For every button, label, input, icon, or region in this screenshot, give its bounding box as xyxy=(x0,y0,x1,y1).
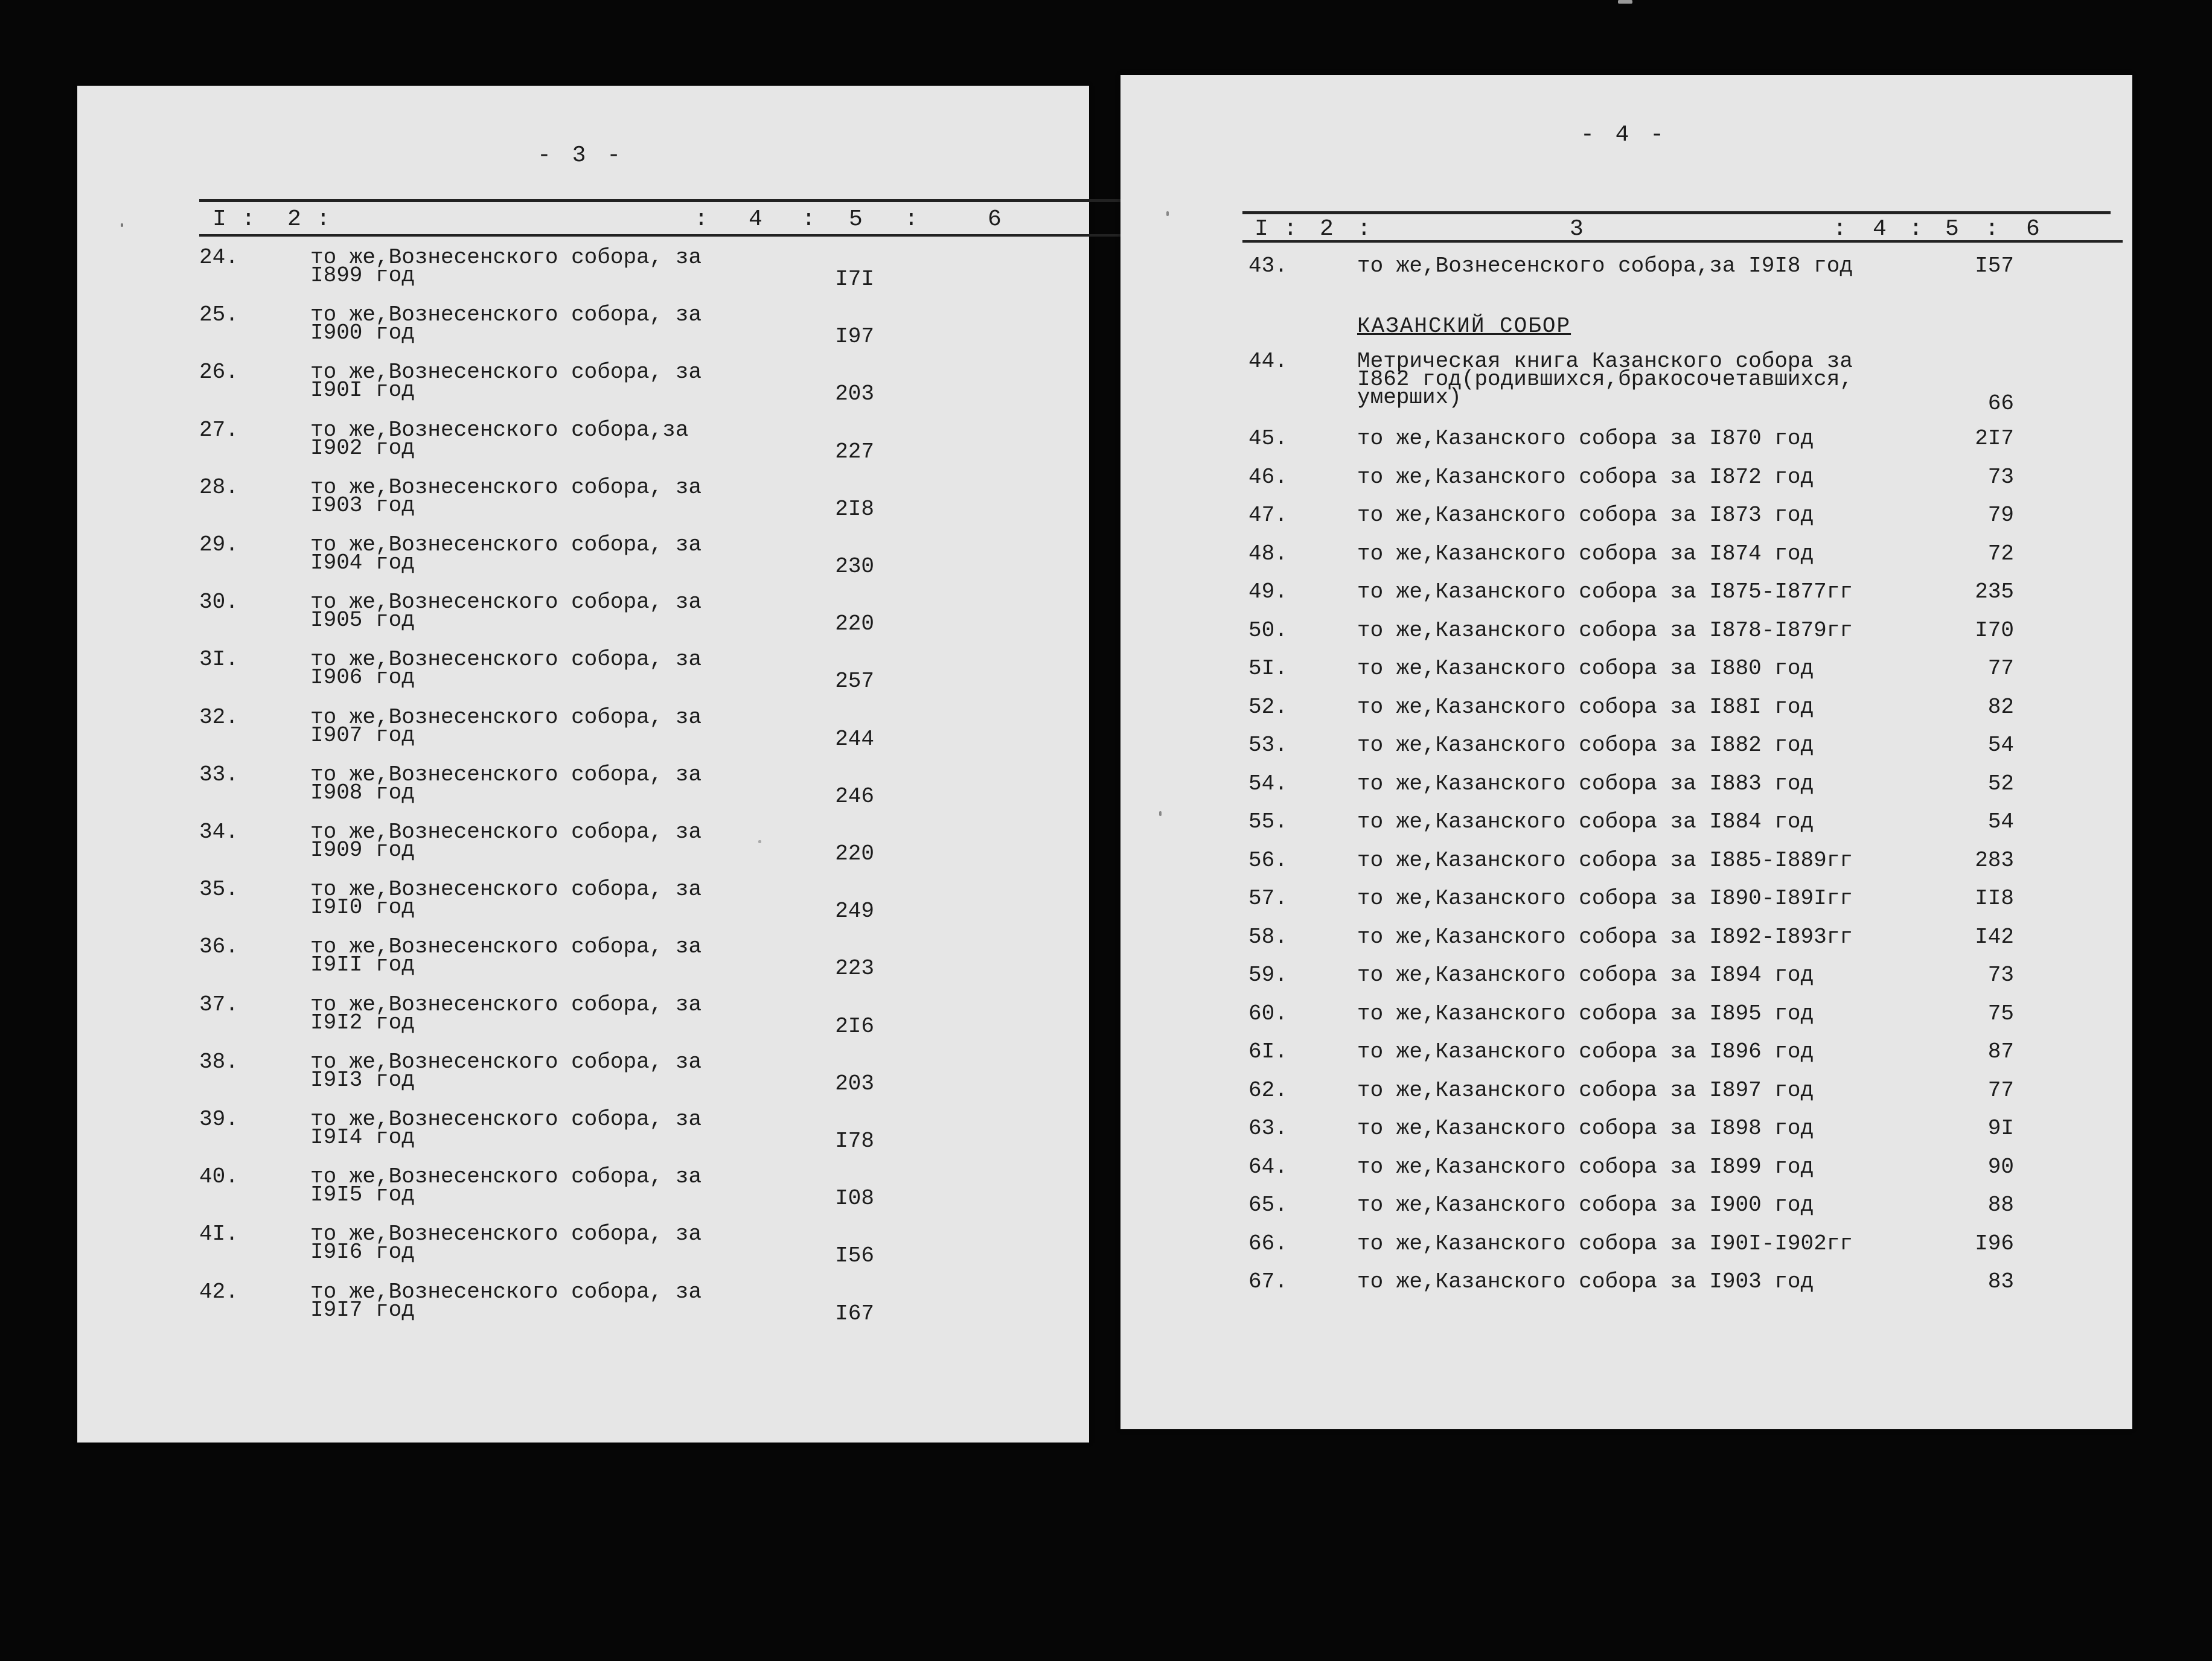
film-mark xyxy=(1618,0,1632,4)
entry-number: 54. xyxy=(1248,771,1288,796)
entry-description-line: I9I0 год xyxy=(310,895,415,920)
entry-description-line: I9I7 год xyxy=(310,1298,415,1322)
entry-description-line: Метрическая книга Казанского собора за xyxy=(1357,349,1853,374)
entry-number: 42. xyxy=(199,1280,238,1304)
entry-number: 49. xyxy=(1248,579,1288,604)
entry-description-line: I909 год xyxy=(310,838,415,862)
entry-description-line: I9II год xyxy=(310,952,415,977)
entry-description: то же,Казанского собора за I890-I89Iгг xyxy=(1357,886,1853,911)
entry-description-line: то же,Вознесенского собора, за xyxy=(310,1222,702,1246)
col-5-label: 5 xyxy=(1945,216,1959,242)
col-2-label: 2 xyxy=(1320,216,1334,242)
entry-number: 60. xyxy=(1248,1001,1288,1026)
entry-amount: I08 xyxy=(835,1186,874,1211)
entry-description-line: то же,Вознесенского собора, за xyxy=(310,360,702,384)
entry-description: то же,Вознесенского собора,за I9I8 год xyxy=(1357,253,1853,278)
entry-description-line: то же,Вознесенского собора, за xyxy=(310,647,702,672)
col-sep: : xyxy=(694,206,708,232)
entry-number: 34. xyxy=(199,820,238,844)
entry-description-line: I9I3 год xyxy=(310,1068,415,1092)
col-6-label: 6 xyxy=(2026,216,2040,242)
entry-description-line: то же,Вознесенского собора, за xyxy=(310,934,702,959)
entry-description: то же,Казанского собора за I892-I893гг xyxy=(1357,925,1853,949)
entry-amount: 220 xyxy=(835,841,874,866)
entry-amount: 2I8 xyxy=(835,497,874,521)
entry-description-line: I903 год xyxy=(310,493,415,518)
entry-number: 30. xyxy=(199,590,238,614)
entry-amount: 75 xyxy=(1987,1001,2014,1026)
entry-description-line: то же,Вознесенского собора, за xyxy=(310,302,702,327)
entry-description-line: то же,Вознесенского собора, за xyxy=(310,1107,702,1132)
entry-description-line: I900 год xyxy=(310,320,415,345)
film-mark xyxy=(1159,811,1162,816)
entry-amount: 72 xyxy=(1987,541,2014,566)
entry-amount: 82 xyxy=(1987,695,2014,719)
entry-number: 64. xyxy=(1248,1155,1288,1179)
entry-number: 35. xyxy=(199,877,238,902)
entry-amount: 203 xyxy=(835,381,874,406)
col-1-label: I xyxy=(213,206,226,232)
entry-number: 6I. xyxy=(1248,1039,1288,1064)
entry-description: то же,Казанского собора за I884 год xyxy=(1357,809,1814,834)
entry-amount: 87 xyxy=(1987,1039,2014,1064)
entry-description: то же,Казанского собора за I883 год xyxy=(1357,771,1814,796)
entry-description-line: то же,Вознесенского собора, за xyxy=(310,1050,702,1074)
entry-description: то же,Казанского собора за I885-I889гг xyxy=(1357,848,1853,873)
entry-description-line: I899 год xyxy=(310,263,415,288)
entry-amount: 244 xyxy=(835,727,874,751)
entry-amount: 77 xyxy=(1987,656,2014,681)
col-1-label: I xyxy=(1255,216,1268,242)
entry-number: 43. xyxy=(1248,253,1288,278)
col-sep: : xyxy=(1909,216,1923,242)
col-5-label: 5 xyxy=(849,206,863,232)
entry-description-line: I9I6 год xyxy=(310,1240,415,1264)
entry-number: 4I. xyxy=(199,1222,238,1246)
entry-amount: 283 xyxy=(1975,848,2014,873)
paper-speck xyxy=(758,840,761,843)
entry-description-line: то же,Вознесенского собора,за xyxy=(310,418,689,442)
entry-description-line: I904 год xyxy=(310,550,415,575)
entry-number: 52. xyxy=(1248,695,1288,719)
entry-description: то же,Казанского собора за I870 год xyxy=(1357,426,1814,451)
entry-description: то же,Казанского собора за I898 год xyxy=(1357,1116,1814,1141)
entry-description: то же,Казанского собора за I903 год xyxy=(1357,1269,1814,1294)
entry-description-line: то же,Вознесенского собора, за xyxy=(310,992,702,1017)
entry-amount: I57 xyxy=(1975,253,2014,278)
entry-number: 36. xyxy=(199,934,238,959)
entry-amount: 227 xyxy=(835,439,874,464)
col-sep: : xyxy=(1357,216,1371,242)
page-number: - 4 - xyxy=(1581,122,1668,148)
entry-number: 29. xyxy=(199,532,238,557)
entry-description-line: то же,Вознесенского собора, за xyxy=(310,762,702,787)
header-top-rule xyxy=(199,199,1152,202)
entry-description: то же,Казанского собора за I882 год xyxy=(1357,733,1814,757)
entry-description-line: I906 год xyxy=(310,665,415,690)
entry-description: то же,Казанского собора за I872 год xyxy=(1357,465,1814,489)
entry-description: то же,Казанского собора за I880 год xyxy=(1357,656,1814,681)
entry-description: то же,Казанского собора за I873 год xyxy=(1357,503,1814,528)
entry-amount: 88 xyxy=(1987,1193,2014,1217)
entry-number: 48. xyxy=(1248,541,1288,566)
entry-amount: I7I xyxy=(835,267,874,292)
entry-number: 25. xyxy=(199,302,238,327)
entry-description: то же,Казанского собора за I90I-I902гг xyxy=(1357,1231,1853,1256)
entry-description: то же,Казанского собора за I895 год xyxy=(1357,1001,1814,1026)
col-sep: : xyxy=(1985,216,1999,242)
entry-amount: 83 xyxy=(1987,1269,2014,1294)
entry-number: 66. xyxy=(1248,1231,1288,1256)
entry-number: 33. xyxy=(199,762,238,787)
entry-amount: I96 xyxy=(1975,1231,2014,1256)
entry-description-line: то же,Вознесенского собора, за xyxy=(310,590,702,614)
entry-description-line: I908 год xyxy=(310,780,415,805)
entry-amount: 230 xyxy=(835,554,874,579)
entry-number: 5I. xyxy=(1248,656,1288,681)
film-mark xyxy=(1166,211,1169,216)
entry-number: 53. xyxy=(1248,733,1288,757)
entry-number: 46. xyxy=(1248,465,1288,489)
entry-number: 27. xyxy=(199,418,238,442)
entry-amount: 73 xyxy=(1987,963,2014,987)
entry-amount: 203 xyxy=(835,1071,874,1096)
entry-number: 57. xyxy=(1248,886,1288,911)
entry-description-line: I907 год xyxy=(310,723,415,748)
entry-description: то же,Казанского собора за I874 год xyxy=(1357,541,1814,566)
page-number: - 3 - xyxy=(537,142,625,168)
entry-amount: 77 xyxy=(1987,1078,2014,1103)
entry-number: 38. xyxy=(199,1050,238,1074)
col-4-label: 4 xyxy=(1873,216,1887,242)
entry-amount: 2I7 xyxy=(1975,426,2014,451)
header-bottom-rule xyxy=(199,234,1152,237)
entry-description-line: то же,Вознесенского собора, за xyxy=(310,475,702,500)
col-sep: : xyxy=(802,206,816,232)
entry-amount: 54 xyxy=(1987,733,2014,757)
entry-number: 44. xyxy=(1248,349,1288,374)
entry-amount: I78 xyxy=(835,1129,874,1153)
col-sep: : xyxy=(316,206,330,232)
entry-amount: I97 xyxy=(835,324,874,349)
entry-amount: I67 xyxy=(835,1301,874,1326)
entry-number: 56. xyxy=(1248,848,1288,873)
entry-description-line: то же,Вознесенского собора, за xyxy=(310,1164,702,1189)
entry-number: 28. xyxy=(199,475,238,500)
section-title: КАЗАНСКИЙ СОБОР xyxy=(1357,314,1571,339)
entry-number: 39. xyxy=(199,1107,238,1132)
entry-amount: 246 xyxy=(835,784,874,809)
entry-description-line: I9I2 год xyxy=(310,1010,415,1035)
col-sep: : xyxy=(241,206,255,232)
entry-amount: 249 xyxy=(835,899,874,923)
entry-number: 50. xyxy=(1248,618,1288,643)
entry-amount: 73 xyxy=(1987,465,2014,489)
entry-description-line: умерших) xyxy=(1357,385,1462,410)
entry-description-line: то же,Вознесенского собора, за xyxy=(310,820,702,844)
entry-amount: I70 xyxy=(1975,618,2014,643)
entry-description: то же,Казанского собора за I894 год xyxy=(1357,963,1814,987)
col-4-label: 4 xyxy=(749,206,762,232)
entry-amount: 257 xyxy=(835,669,874,693)
entry-description-line: то же,Вознесенского собора, за xyxy=(310,245,702,270)
entry-amount: 90 xyxy=(1987,1155,2014,1179)
entry-number: 47. xyxy=(1248,503,1288,528)
entry-description: то же,Казанского собора за I896 год xyxy=(1357,1039,1814,1064)
entry-description-line: I90I год xyxy=(310,378,415,403)
entry-amount: I56 xyxy=(835,1243,874,1268)
entry-description-line: I9I5 год xyxy=(310,1182,415,1207)
entry-description-line: то же,Вознесенского собора, за xyxy=(310,1280,702,1304)
col-sep: : xyxy=(1283,216,1297,242)
entry-number: 3I. xyxy=(199,647,238,672)
entry-amount: II8 xyxy=(1975,886,2014,911)
entry-description-line: I9I4 год xyxy=(310,1125,415,1150)
entry-amount: I42 xyxy=(1975,925,2014,949)
entry-description-line: I902 год xyxy=(310,436,415,461)
left-page xyxy=(77,86,1089,1443)
entry-description: то же,Казанского собора за I899 год xyxy=(1357,1155,1814,1179)
entry-description-line: I862 год(родившихся,бракосочетавшихся, xyxy=(1357,367,1853,392)
entry-number: 24. xyxy=(199,245,238,270)
col-sep: : xyxy=(904,206,918,232)
entry-number: 32. xyxy=(199,705,238,730)
film-mark xyxy=(121,223,123,227)
entry-number: 67. xyxy=(1248,1269,1288,1294)
entry-amount: 54 xyxy=(1987,809,2014,834)
entry-description: то же,Казанского собора за I878-I879гг xyxy=(1357,618,1853,643)
entry-number: 65. xyxy=(1248,1193,1288,1217)
col-3-label: 3 xyxy=(1570,216,1584,242)
entry-number: 63. xyxy=(1248,1116,1288,1141)
entry-description-line: то же,Вознесенского собора, за xyxy=(310,705,702,730)
entry-number: 58. xyxy=(1248,925,1288,949)
entry-number: 37. xyxy=(199,992,238,1017)
entry-description: то же,Казанского собора за I900 год xyxy=(1357,1193,1814,1217)
entry-amount: 2I6 xyxy=(835,1014,874,1039)
entry-number: 62. xyxy=(1248,1078,1288,1103)
entry-number: 40. xyxy=(199,1164,238,1189)
col-sep: : xyxy=(1833,216,1847,242)
entry-number: 45. xyxy=(1248,426,1288,451)
entry-amount: 79 xyxy=(1987,503,2014,528)
entry-number: 59. xyxy=(1248,963,1288,987)
entry-description-line: то же,Вознесенского собора, за xyxy=(310,532,702,557)
entry-amount: 52 xyxy=(1987,771,2014,796)
entry-description: то же,Казанского собора за I88I год xyxy=(1357,695,1814,719)
entry-amount: 235 xyxy=(1975,579,2014,604)
col-6-label: 6 xyxy=(988,206,1002,232)
entry-description-line: I905 год xyxy=(310,608,415,633)
right-page xyxy=(1120,75,2132,1429)
entry-number: 26. xyxy=(199,360,238,384)
entry-amount: 223 xyxy=(835,956,874,981)
header-top-rule xyxy=(1242,211,2111,214)
entry-amount: 66 xyxy=(1987,391,2014,416)
entry-description: то же,Казанского собора за I875-I877гг xyxy=(1357,579,1853,604)
col-2-label: 2 xyxy=(287,206,301,232)
entry-amount: 220 xyxy=(835,611,874,636)
entry-description-line: то же,Вознесенского собора, за xyxy=(310,877,702,902)
entry-amount: 9I xyxy=(1987,1116,2014,1141)
entry-description: то же,Казанского собора за I897 год xyxy=(1357,1078,1814,1103)
entry-number: 55. xyxy=(1248,809,1288,834)
